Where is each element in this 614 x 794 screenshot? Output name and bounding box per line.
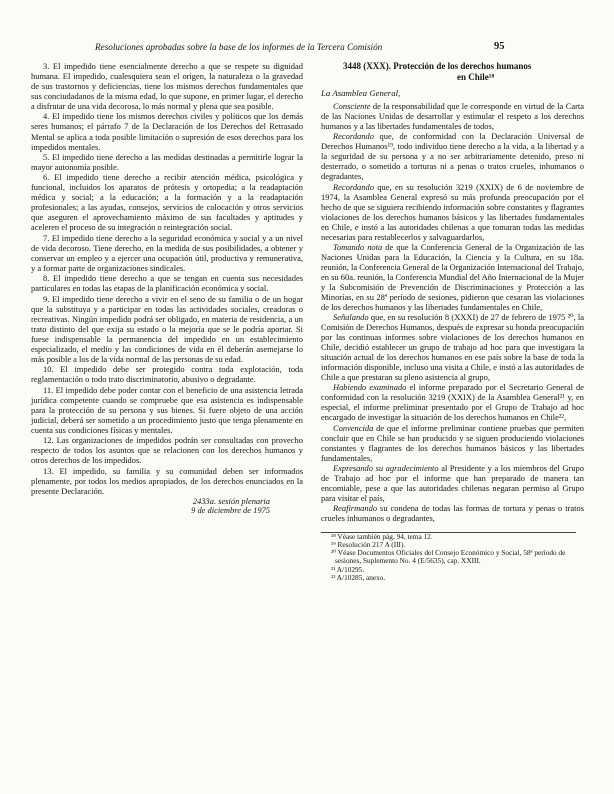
preambular-paragraphs (321, 101, 584, 523)
resolution-title-line2: en Chile¹⁸ (457, 71, 495, 82)
session-date: 9 de diciembre de 1975 (191, 505, 270, 516)
paragraph-lead-word: Reafirmando (333, 503, 378, 514)
paragraph-lead-word: Habiendo examinado (333, 382, 407, 393)
paragraph-text: de que la Conferencia General de la Organización de las Naciones Unidas para la Educación, la Ciencia y la Cultura, en su 18a. reunión, la Conferencia General de la Organización Internacional del Trabajo, en su 60a. reunión, la Conferencia Mundial del Año Internacional de la Mujer y la Subcomisión de Prevención de Discriminaciones y Protección a las Minorías, en su 28ª período de sesiones, pidieron que cesaran las violaciones de los derechos humanos y las libertades fundamentales en Chile, (321, 241, 584, 312)
right-column (321, 61, 584, 781)
running-head: Resoluciones aprobadas sobre la base de los informes de la Tercera Comisión (95, 42, 383, 52)
left-column (31, 61, 303, 781)
resolution-number: 3448 (XXX). (343, 61, 391, 71)
footnote: ¹⁹ Resolución 217 A (III). (331, 540, 406, 550)
footnote: ²¹ A/10295. (331, 564, 365, 574)
declaration-article: 9. El impedido tiene derecho a vivir en el seno de su familia o de un hogar que la substituya y a participar en todas las actividades sociales, creadoras o recreativas. Ningún impedido podrá ser obligado, en materia de residencia, a un trato distinto del que exija su estado o la mejoría que se le podría aportar. Si fuese indispensable la permanencia del impedido en un establecimiento especializado, el medio y las condiciones de vida en él deberán asemejarse lo más posible a los de la vida normal de las personas de su edad. (31, 293, 303, 364)
declaration-article: 6. El impedido tiene derecho a recibir atención médica, psicológica y funcional, incluidos los aparatos de prótesis y ortopedia; a la readaptación médica y social; a la educación; a la formación y a la readaptación profesionales; a las ayudas, consejos, servicios de colocación y otros servicios que aseguren el aprovechamiento máximo de sus facultades y aptitudes y aceleren el proceso de su integración o reintegración social. (31, 172, 303, 233)
page-number: 95 (494, 41, 505, 52)
paragraph-lead-word: Expresando su agradecimiento (333, 462, 439, 473)
paragraph-text: que, en su resolución 3219 (XXIX) de 6 de noviembre de 1974, la Asamblea General expresó su más profunda preocupación por el hecho de que se siguiera recibiendo información sobre constantes y flagrantes violaciones de los derechos humanos básicos y las libertades fundamentales en Chile, e instó a las autoridades chilenas a que tomaran todas las medidas necesarias para restablecerlos y salvaguardarlos, (321, 181, 584, 242)
preambular-paragraph (321, 101, 584, 131)
preambular-paragraph (321, 503, 584, 523)
preambular-paragraph (321, 463, 584, 503)
signature-block (31, 497, 303, 516)
paragraph-lead-word: Consciente (333, 101, 371, 112)
page-header (0, 42, 614, 56)
declaration-article: 11. El impedido debe poder contar con el beneficio de una asistencia letrada jurídica competente cuando se compruebe que esa asistencia es indispensable para la protección de su persona y sus bienes. Si fuere objeto de una acción judicial, deberá ser sometido a un procedimiento justo que tenga plenamente en cuenta sus condiciones físicas y mentales. (31, 384, 303, 435)
preambular-paragraph (321, 382, 584, 422)
paragraph-text: al Presidente y a los miembros del Grupo de Trabajo ad hoc por el informe que han preparado de manera tan encomiable, pese a que las autoridades chilenas negaran permiso al Grupo para visitar el país, (321, 462, 584, 503)
declaration-article: 7. El impedido tiene derecho a la seguridad económica y social y a un nivel de vida decoroso. Tiene derecho, en la medida de sus posibilidades, a obtener y conservar un empleo y a ejercer una ocupación útil, productiva y remunerativa, y a formar parte de organizaciones sindicales. (31, 232, 303, 273)
paragraph-lead-word: Recordando (333, 131, 374, 142)
plenary-session: 2433a. sesión plenaria (192, 495, 270, 506)
declaration-article: 8. El impedido tiene derecho a que se tengan en cuenta sus necesidades particulares en todas las etapas de la planificación económica y social. (31, 273, 303, 294)
paragraph-text: que, de conformidad con la Declaración Universal de Derechos Humanos¹⁹, todo individuo tiene derecho a la vida, a la libertad y a la seguridad de su persona y a no ser arbitrariamente detenido, preso ni desterrado, o sometido a torturas ni a penas o tratos crueles, inhumanos o degradantes, (321, 131, 584, 182)
footnote: ²⁰ Véase Documentos Oficiales del Consejo Económico y Social, 58ª período de sesiones, Suplemento No. 4 (E/5635), cap. XXIII. (331, 548, 566, 566)
preambular-paragraph (321, 312, 584, 382)
paragraph-lead-word: Recordando (333, 181, 374, 192)
footnote: ¹⁸ Véase también pág. 94, tema 12. (331, 532, 433, 542)
declaration-article: 3. El impedido tiene esencialmente derecho a que se respete su dignidad humana. El impedido, cualesquiera sean el origen, la naturaleza o la gravedad de sus trastornos y deficiencias, tiene los mismos derechos fundamentales que sus conciudadanos de la misma edad, lo que supone, en primer lugar, el derecho a disfrutar de una vida decorosa, lo más normal y plena que sea posible. (31, 61, 303, 112)
resolution-heading (321, 61, 584, 82)
preambular-paragraph (321, 182, 584, 242)
paragraph-text: su condena de todas las formas de tortura y penas o tratos crueles inhumanos o degradantes, (321, 503, 584, 524)
declaration-article: 5. El impedido tiene derecho a las medidas destinadas a permitirle lograr la mayor autonomía posible. (31, 151, 303, 172)
declaration-article: 12. Las organizaciones de impedidos podrán ser consultadas con provecho respecto de todos los asuntos que se relacionen con los derechos humanos y otros derechos de los impedidos. (31, 435, 303, 466)
footnote: ²² A/10285, anexo. (331, 572, 386, 582)
paragraph-lead-word: Convencida (333, 422, 374, 433)
declaration-article: 4. El impedido tiene los mismos derechos civiles y políticos que los demás seres humanos; el párrafo 7 de la Declaración de los Derechos del Retrasado Mental se aplica a toda posible limitación o supresión de esos derechos para los impedidos mentales. (31, 111, 303, 152)
declaration-articles (31, 61, 303, 496)
declaration-article: 10. El impedido debe ser protegido contra toda explotación, toda reglamentación o todo trato discriminatorio, abusivo o degradante. (31, 364, 303, 385)
preambular-paragraph (321, 131, 584, 181)
declaration-article: 13. El impedido, su familia y su comunidad deben ser informados plenamente, por todos los medios apropiados, de los derechos enunciados en la presente Declaración. (31, 465, 303, 496)
paragraph-text: de que el informe preliminar contiene pruebas que permiten concluir que en Chile se han producido y se siguen produciendo violaciones constantes y flagrantes de los derechos humanos básicos y las libertades fundamentales, (321, 422, 584, 463)
paragraph-text: de la responsabilidad que le corresponde en virtud de la Carta de las Naciones Unidas de desarrollar y estimular el respeto a los derechos humanos y a las libertades fundamentales de todos, (321, 101, 584, 132)
paragraph-text: que, en su resolución 8 (XXXI) de 27 de febrero de 1975 ²⁰, la Comisión de Derechos Humanos, después de expresar su honda preocupación por las continuas informes sobre violaciones de los derechos humanos en Chile, decidió establecer un grupo de trabajo ad hoc para que investigara la situación actual de los derechos humanos en ese país sobre la base de toda la información disponible, incluso una visita a Chile, e instó a las autoridades de Chile a que prestaran su pleno asistencia al grupo, (321, 312, 584, 383)
paragraph-lead-word: Tomando nota (333, 241, 383, 252)
resolution-title-line1: Protección de los derechos humanos (393, 61, 532, 71)
paragraph-text: el informe preparado por el Secretario General de conformidad con la resolución 3219 (XXIX) de la Asamblea General²¹ y, en especial, el informe preliminar presentado por el Grupo de Trabajo ad hoc encargado de investigar la situación de los derechos humanos en Chile²², (321, 382, 584, 423)
paragraph-lead-word: Señalando (333, 312, 369, 323)
preambular-paragraph (321, 242, 584, 312)
preambular-paragraph (321, 423, 584, 463)
assembly-heading: La Asamblea General, (321, 88, 401, 98)
footnotes (321, 532, 576, 582)
